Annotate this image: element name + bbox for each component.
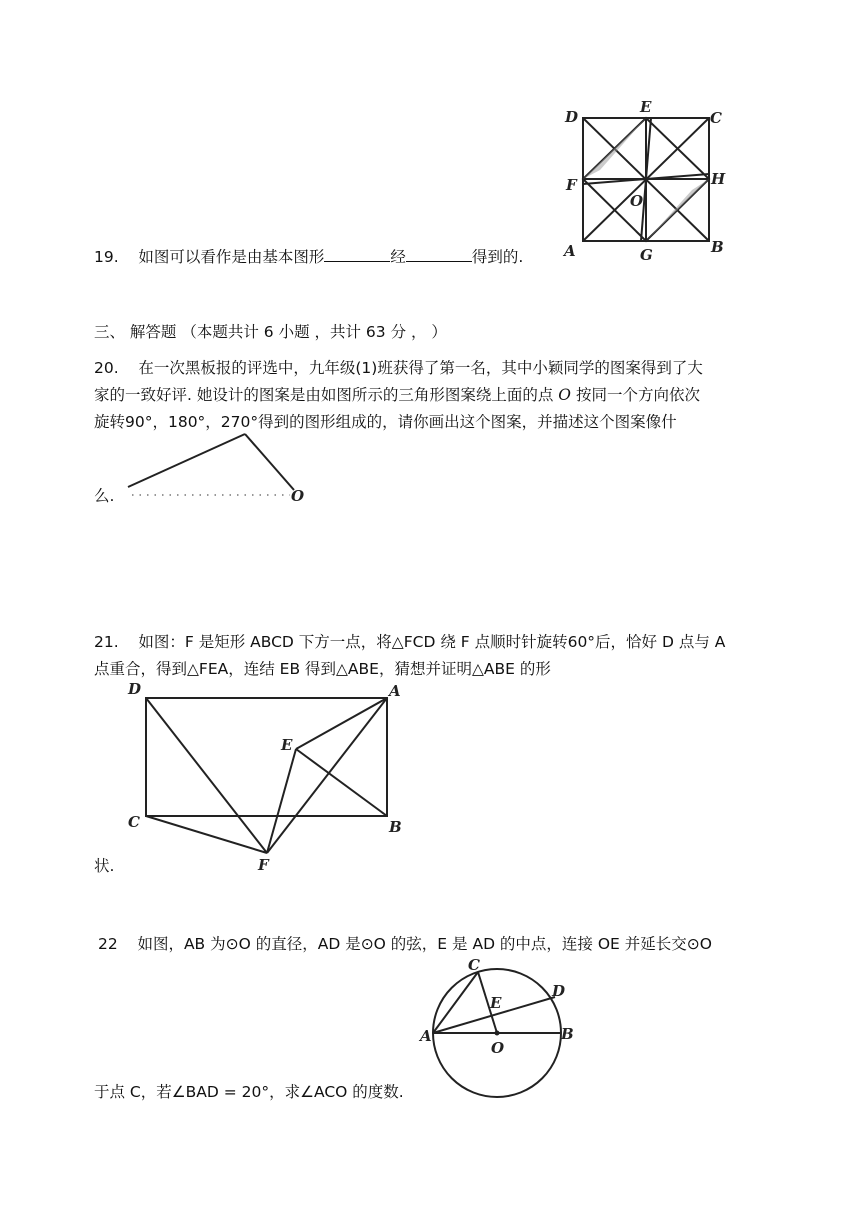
q20-line4: 么. bbox=[94, 487, 115, 505]
q22-number: 22 bbox=[98, 935, 118, 953]
q21-number: 21. bbox=[94, 633, 119, 651]
q22-label-A: A bbox=[420, 1027, 432, 1045]
section-heading: 三、 解答题 （本题共计 6 小题 ，共计 63 分 ， ） bbox=[94, 323, 447, 341]
q21-label-B: B bbox=[389, 818, 402, 836]
q21-label-A: A bbox=[389, 682, 401, 700]
q22-label-D: D bbox=[552, 982, 566, 1000]
q22-label-B: B bbox=[561, 1025, 574, 1043]
q20-point-o: O bbox=[558, 386, 572, 404]
q20-label-O: O bbox=[291, 487, 305, 505]
q19-label-G: G bbox=[640, 246, 653, 264]
q21-line1-text: 如图：F 是矩形 ABCD 下方一点，将△FCD 绕 F 点顺时针旋转60°后，恰好 D 点与 A bbox=[138, 633, 726, 651]
q19-label-H: H bbox=[711, 170, 726, 188]
q21-line3: 状. bbox=[94, 857, 115, 875]
q21-label-E: E bbox=[281, 736, 293, 754]
q20-line2-a: 家的一致好评. 她设计的图案是由如图所示的三角形图案绕上面的点 bbox=[94, 386, 559, 404]
q20-line1-text: 在一次黑板报的评选中，九年级(1)班获得了第一名，其中小颖同学的图案得到了大 bbox=[138, 359, 703, 377]
q20-line3: 旋转90°，180°，270°得到的图形组成的，请你画出这个图案，并描述这个图案像什 bbox=[94, 413, 677, 431]
q22-label-E: E bbox=[490, 994, 502, 1012]
q19-label-D: D bbox=[565, 108, 579, 126]
q21-label-D: D bbox=[128, 680, 142, 698]
q22-label-O: O bbox=[491, 1039, 505, 1057]
q19-label-O: O bbox=[630, 192, 644, 210]
q19-label-E: E bbox=[640, 98, 652, 116]
q19-text-c: 得到的. bbox=[471, 248, 524, 266]
q20-line2-b: 按同一个方向依次 bbox=[571, 386, 700, 404]
q19-label-C: C bbox=[710, 109, 722, 127]
q22-label-C: C bbox=[468, 956, 480, 974]
q22-line1-text: 如图，AB 为⊙O 的直径，AD 是⊙O 的弦，E 是 AD 的中点，连接 OE 并延长交⊙O bbox=[137, 935, 712, 953]
q19-text-b: 经 bbox=[390, 248, 406, 266]
q19-label-B: B bbox=[711, 238, 724, 256]
q19-number: 19. bbox=[94, 248, 119, 266]
q20-number: 20. bbox=[94, 359, 119, 377]
q21-label-F: F bbox=[258, 856, 269, 874]
q19-label-A: A bbox=[564, 242, 576, 260]
q21-label-C: C bbox=[128, 813, 140, 831]
q19-label-F: F bbox=[566, 176, 577, 194]
q21-line2: 点重合，得到△FEA，连结 EB 得到△ABE，猜想并证明△ABE 的形 bbox=[94, 660, 551, 678]
q22-line2: 于点 C，若∠BAD = 20°，求∠ACO 的度数. bbox=[94, 1083, 404, 1101]
q22-center-dot bbox=[495, 1031, 500, 1036]
q19-text-a: 如图可以看作是由基本图形 bbox=[138, 248, 325, 266]
